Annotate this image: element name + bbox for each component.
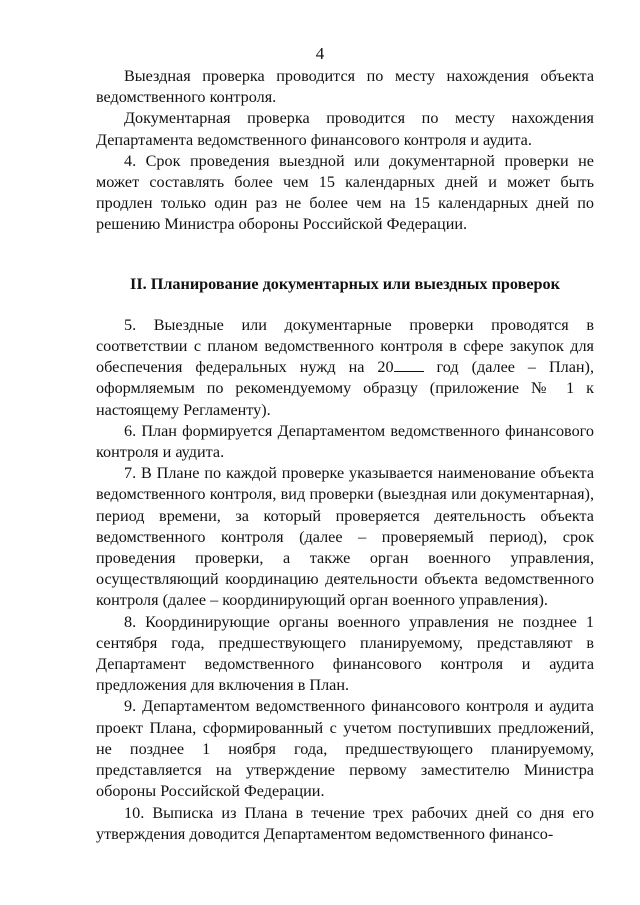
year-blank-line (394, 370, 424, 372)
paragraph-10: 10. Выписка из Плана в течение трех рабочих дней со дня его утверждения доводится Департаментом ведомственного финансо- (96, 803, 594, 843)
paragraph-6: 6. План формируется Департаментом ведомственного финансового контроля и аудита. (96, 421, 594, 462)
paragraph-9: 9. Департаментом ведомственного финансового контроля и аудита проект Плана, сформированный с учетом поступивших предложений, не позднее 1 ноября года, предшествующего планируемому, представляется на утверждение первому заместителю Министра обороны Российской Федерации. (96, 697, 594, 801)
paragraph-5-plan (96, 315, 594, 421)
section-heading: II. Планирование документарных или выездных проверок (130, 274, 560, 293)
document-body (96, 66, 594, 845)
page-number: 4 (315, 44, 325, 63)
paragraph-4-inspection-duration: 4. Срок проведения выездной или документарной проверки не может составлять более чем 15 календарных дней и может быть продлен только один раз не более чем на 15 календарных дней по решению Министра обороны Российской Федерации. (96, 151, 594, 234)
paragraph-documentary-inspection-location: Документарная проверка проводится по месту нахождения Департамента ведомственного финансового контроля и аудита. (96, 109, 594, 149)
paragraph-7: 7. В Плане по каждой проверке указывается наименование объекта ведомственного контроля, вид проверки (выездная или документарная), период времени, за который проверяется деятельность объекта ведомственного контроля (далее – проверяемый период), срок проведения проверки, а также орган военного управления, осуществляющий координацию деятельности объекта ведомственного контроля (далее – координирующий орган военного управления). (96, 464, 594, 610)
paragraph-field-inspection-location: Выездная проверка проводится по месту нахождения объекта ведомственного контроля. (96, 67, 594, 107)
paragraph-5-text-end: год (далее – План), оформляемым по рекомендуемому образцу (приложение № 1 к настоящему Регламенту). (96, 358, 594, 419)
paragraph-8: 8. Координирующие органы военного управления не позднее 1 сентября года, предшествующего планируемому, представляют в Департамент ведомственного финансового контроля и аудита предложения для включения в План. (96, 612, 594, 695)
paragraph-5-text-start: 5. Выездные или документарные проверки проводятся в соответствии с планом ведомственного контроля в сфере закупок для обеспечения федеральных нужд на 20 (96, 315, 594, 377)
